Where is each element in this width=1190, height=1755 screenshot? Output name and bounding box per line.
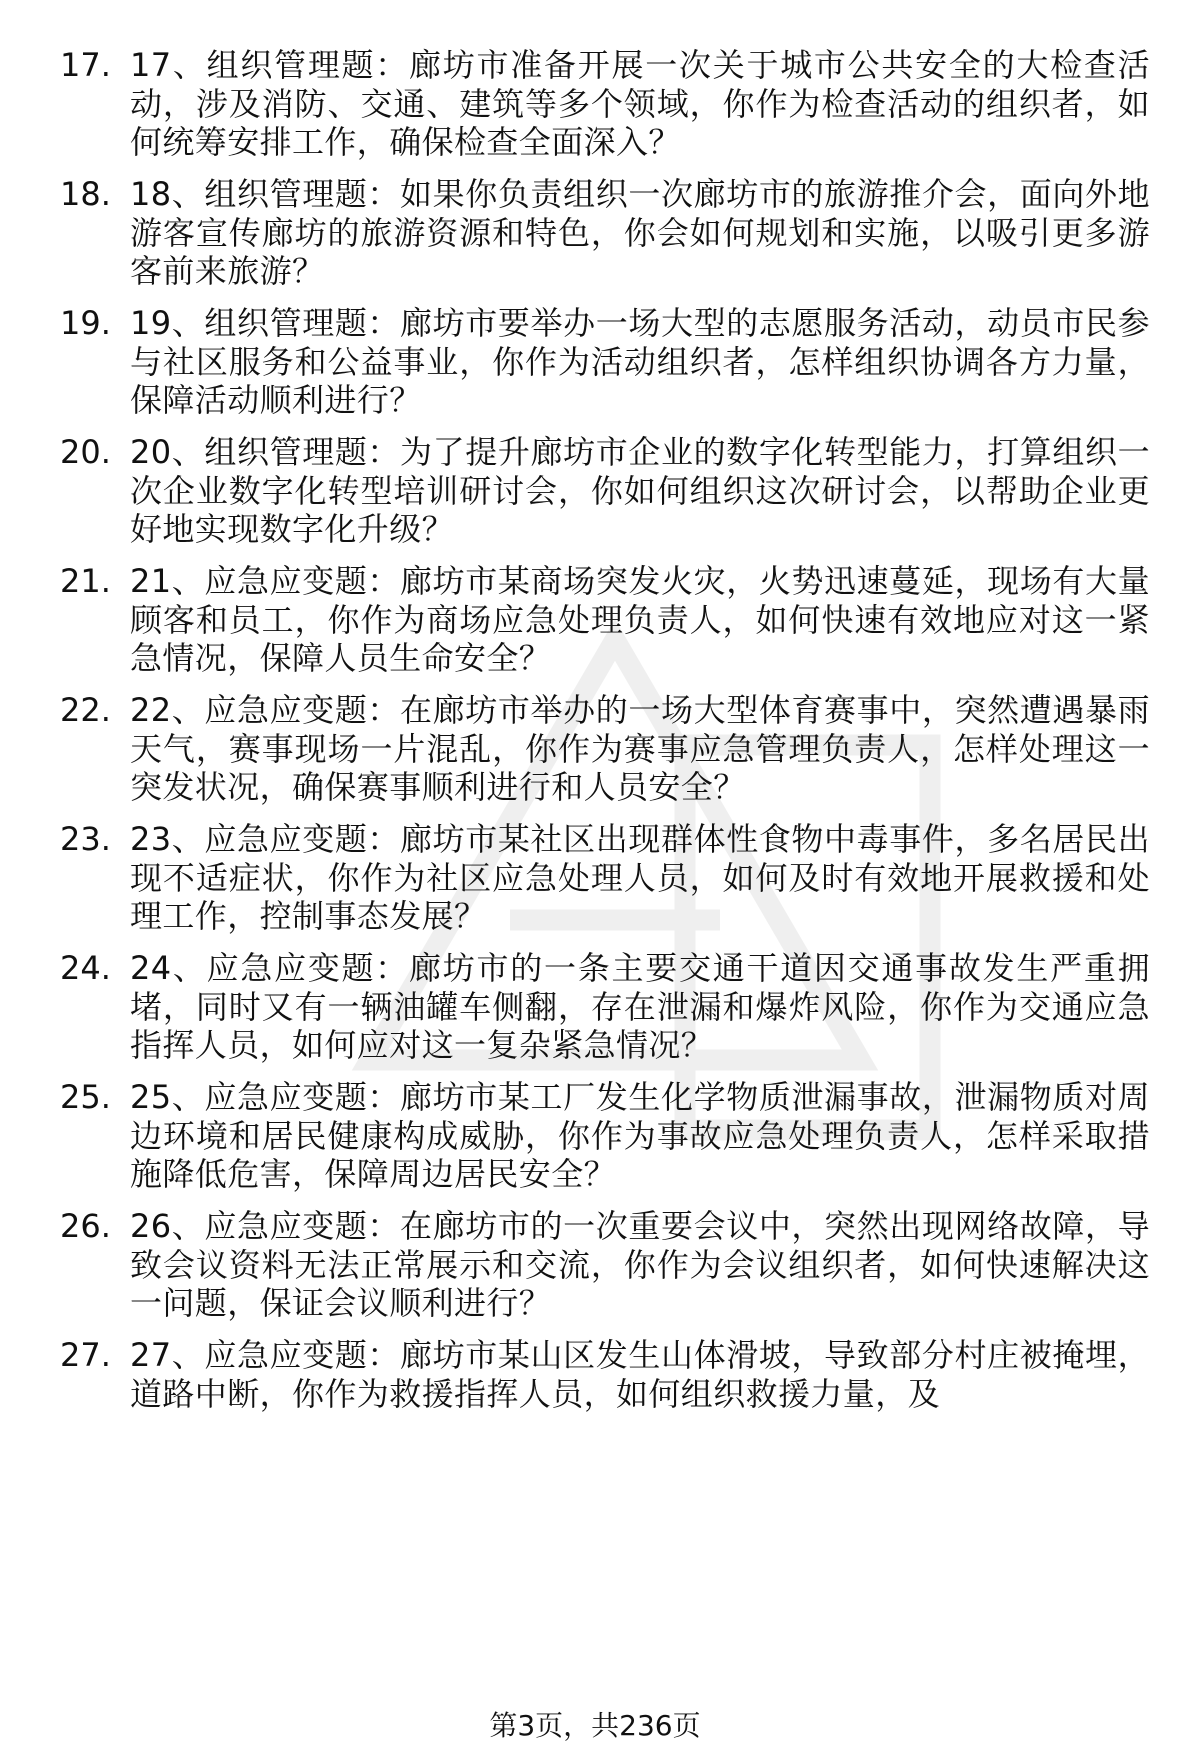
question-text: 27、应急应变题：廊坊市某山区发生山体滑坡，导致部分村庄被掩埋，道路中断，你作为救援指挥人员，如何组织救援力量，及 — [130, 1336, 1150, 1413]
question-text: 18、组织管理题：如果你负责组织一次廊坊市的旅游推介会，面向外地游客宣传廊坊的旅游资源和特色，你会如何规划和实施，以吸引更多游客前来旅游？ — [130, 175, 1150, 290]
question-item — [60, 820, 1150, 936]
question-number: 24. — [60, 949, 111, 987]
question-text: 26、应急应变题：在廊坊市的一次重要会议中，突然出现网络故障，导致会议资料无法正常展示和交流，你作为会议组织者，如何快速解决这一问题，保证会议顺利进行？ — [130, 1207, 1150, 1322]
question-text: 19、组织管理题：廊坊市要举办一场大型的志愿服务活动，动员市民参与社区服务和公益事业，你作为活动组织者，怎样组织协调各方力量，保障活动顺利进行？ — [130, 304, 1150, 419]
question-text: 20、组织管理题：为了提升廊坊市企业的数字化转型能力，打算组织一次企业数字化转型培训研讨会，你如何组织这次研讨会，以帮助企业更好地实现数字化升级？ — [130, 433, 1150, 548]
question-item — [60, 304, 1150, 420]
question-number: 18. — [60, 175, 111, 213]
question-text: 25、应急应变题：廊坊市某工厂发生化学物质泄漏事故，泄漏物质对周边环境和居民健康构成威胁，你作为事故应急处理负责人，怎样采取措施降低危害，保障周边居民安全？ — [130, 1078, 1150, 1193]
question-number: 23. — [60, 820, 111, 858]
question-text: 21、应急应变题：廊坊市某商场突发火灾，火势迅速蔓延，现场有大量顾客和员工，你作为商场应急处理负责人，如何快速有效地应对这一紧急情况，保障人员生命安全？ — [130, 562, 1150, 677]
page-number-label: 第3页，共236页 — [489, 1709, 701, 1742]
question-item — [60, 1336, 1150, 1413]
question-number: 26. — [60, 1207, 111, 1245]
question-number: 19. — [60, 304, 111, 342]
question-number: 21. — [60, 562, 111, 600]
page-footer — [0, 1708, 1190, 1744]
question-number: 27. — [60, 1336, 111, 1374]
question-number: 17. — [60, 46, 111, 84]
question-item — [60, 175, 1150, 291]
question-text: 22、应急应变题：在廊坊市举办的一场大型体育赛事中，突然遭遇暴雨天气，赛事现场一片混乱，你作为赛事应急管理负责人，怎样处理这一突发状况，确保赛事顺利进行和人员安全？ — [130, 691, 1150, 806]
question-item — [60, 1078, 1150, 1194]
question-number: 25. — [60, 1078, 111, 1116]
question-item — [60, 691, 1150, 807]
question-text: 17、组织管理题：廊坊市准备开展一次关于城市公共安全的大检查活动，涉及消防、交通、建筑等多个领域，你作为检查活动的组织者，如何统筹安排工作，确保检查全面深入？ — [130, 46, 1150, 161]
question-number: 20. — [60, 433, 111, 471]
question-number: 22. — [60, 691, 111, 729]
question-item — [60, 433, 1150, 549]
question-text: 23、应急应变题：廊坊市某社区出现群体性食物中毒事件，多名居民出现不适症状，你作为社区应急处理人员，如何及时有效地开展救援和处理工作，控制事态发展？ — [130, 820, 1150, 935]
question-item — [60, 949, 1150, 1065]
question-item — [60, 562, 1150, 678]
question-item — [60, 46, 1150, 162]
question-text: 24、应急应变题：廊坊市的一条主要交通干道因交通事故发生严重拥堵，同时又有一辆油罐车侧翻，存在泄漏和爆炸风险，你作为交通应急指挥人员，如何应对这一复杂紧急情况？ — [130, 949, 1150, 1064]
question-item — [60, 1207, 1150, 1323]
question-list — [60, 46, 1150, 1427]
